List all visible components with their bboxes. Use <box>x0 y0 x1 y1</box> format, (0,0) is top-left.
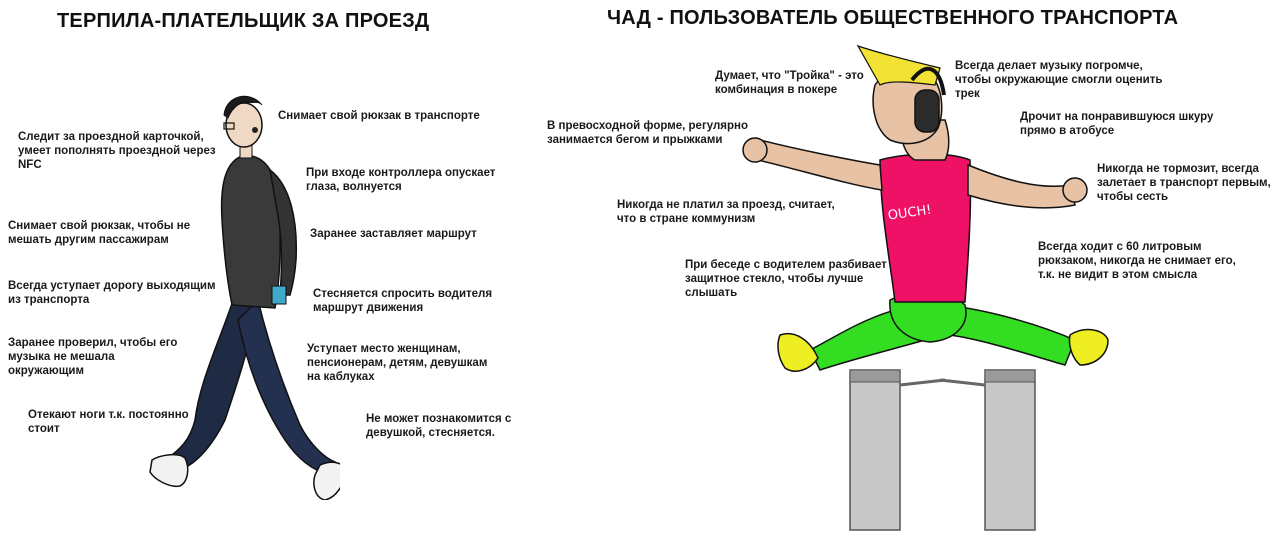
caption-fit: В превосходной форме, регулярно занимается бегом и прыжками <box>547 120 748 146</box>
caption-seat: Уступает место женщинам, пенсионерам, детям, девушкам на каблуках <box>307 343 488 383</box>
caption-yields: Всегда уступает дорогу выходящим из транспорта <box>8 280 216 306</box>
caption-glass: При беседе с водителем разбивает защитное стекло, чтобы лучше слышать <box>685 259 887 299</box>
caption-never-brakes: Никогда не тормозит, всегда залетает в транспорт первым, чтобы сесть <box>1097 163 1271 203</box>
caption-backpack-others: Снимает свой рюкзак, чтобы не мешать другим пассажирам <box>8 220 191 246</box>
caption-shy-driver: Стесняется спросить водителя маршрут движения <box>313 288 493 314</box>
caption-legs: Отекают ноги т.к. постоянно стоит <box>28 409 189 435</box>
right-shoe <box>314 462 340 500</box>
caption-louder: Всегда делает музыку погромче, чтобы окружающие смогли оценить трек <box>955 60 1163 100</box>
caption-troika: Думает, что "Тройка" - это комбинация в покере <box>715 70 864 96</box>
turnstile-right-post <box>985 370 1035 530</box>
caption-never-paid: Никогда не платил за проезд, считает, что в стране коммунизм <box>617 199 835 225</box>
left-title: ТЕРПИЛА-ПЛАТЕЛЬЩИК ЗА ПРОЕЗД <box>57 10 430 32</box>
shirt-text: OUCH! <box>887 202 933 224</box>
caption-controller: При входе контроллера опускает глаза, волнуется <box>306 167 496 193</box>
caption-music: Заранее проверил, чтобы его музыка не мешала окружающим <box>8 337 178 377</box>
chad-left-shoe <box>778 334 818 371</box>
phone-icon <box>272 286 286 304</box>
cone-hat-icon <box>858 46 940 85</box>
caption-card: Следит за проездной карточкой, умеет пополнять проездной через NFC <box>18 131 216 171</box>
turnstile-left-post <box>850 370 900 530</box>
chad-right-shoe <box>1069 330 1108 365</box>
caption-backpack60: Всегда ходит с 60 литровым рюкзаком, никогда не снимает его, т.к. не видит в этом смысла <box>1038 241 1236 281</box>
right-title: ЧАД - ПОЛЬЗОВАТЕЛЬ ОБЩЕСТВЕННОГО ТРАНСПОРТА <box>607 7 1179 29</box>
left-shoe <box>150 455 188 487</box>
caption-girl: Не может познакомится с девушкой, стесняется. <box>366 413 512 439</box>
caption-backpack-off: Снимает свой рюкзак в транспорте <box>278 110 480 122</box>
caption-route: Заранее заставляет маршрут <box>310 228 477 240</box>
caption-bus: Дрочит на понравившуюся шкуру прямо в атобусе <box>1020 111 1214 137</box>
headphones-icon <box>915 90 939 132</box>
